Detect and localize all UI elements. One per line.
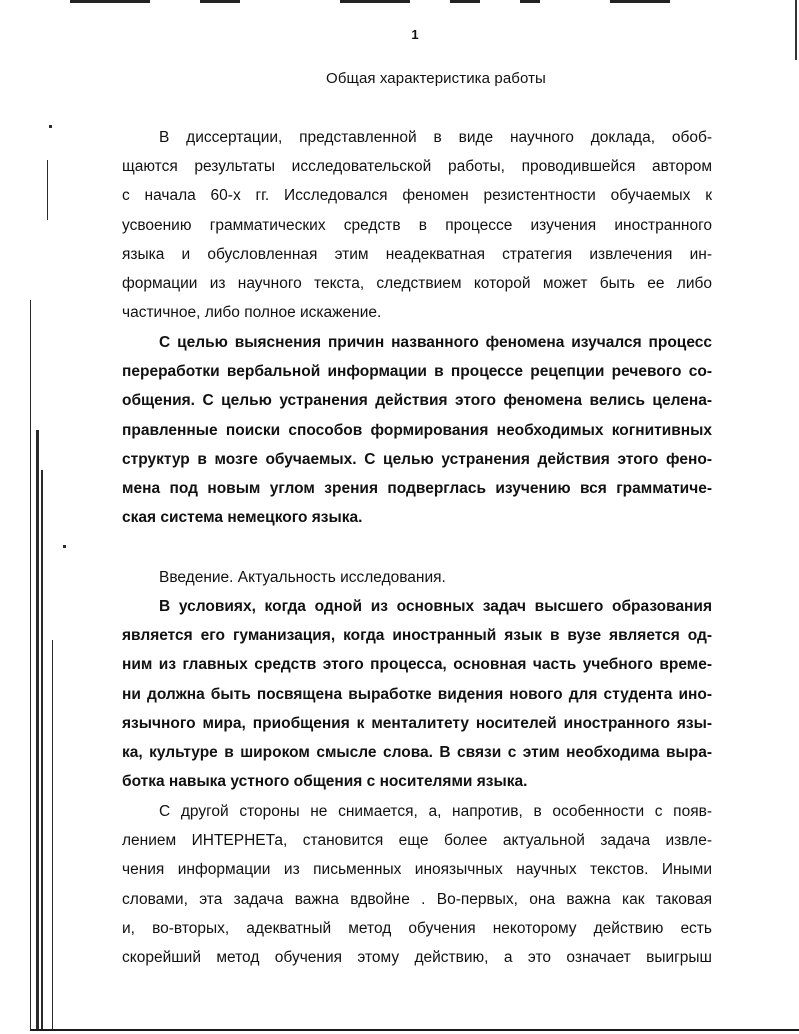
text-line: щаются результаты исследовательской работы, проводившейся автором (122, 158, 712, 176)
paragraph-3 (122, 592, 712, 796)
text-line: является его гуманизация, когда иностранный язык в вузе является од- (122, 627, 712, 645)
text-line: переработки вербальной информации в процессе рецепции речевого со- (122, 363, 712, 381)
text-line: мена под новым углом зрения подверглась изучению вся грамматиче- (122, 479, 712, 497)
text-line: словами, эта задача важна вдвойне . Во-первых, она важна как таковая (122, 890, 712, 908)
scan-edge-top (0, 0, 799, 6)
text-line: ни должна быть посвящена выработке видения нового для студента ино- (122, 685, 712, 703)
text-line: В условиях, когда одной из основных задач высшего образования (159, 598, 712, 615)
page-number: 1 (411, 27, 419, 42)
scan-edge-bottom (30, 1029, 799, 1031)
text-line: ская система немецкого языка. (122, 509, 363, 527)
text-line: ботка навыка устного общения с носителями языка. (122, 773, 528, 791)
paragraph-1 (122, 123, 712, 327)
text-line: формации из научного текста, следствием которой может быть ее либо (122, 274, 712, 292)
text-line: структур в мозге обучаемых. С целью устранения действия этого фено- (122, 450, 712, 468)
scan-edge-left (0, 0, 70, 1034)
text-line: С другой стороны не снимается, а, напротив, в особенности с появ- (159, 803, 712, 820)
text-line: ним из главных средств этого процесса, основная часть учебного време- (122, 656, 712, 674)
text-line: общения. С целью устранения действия этого феномена велись целена- (122, 392, 712, 410)
text-line: лением ИНТЕРНЕТа, становится еще более актуальной задача извле- (122, 832, 712, 850)
scan-edge-right (769, 0, 799, 1034)
text-line: чения информации из письменных иноязычных научных текстов. Иными (122, 861, 712, 879)
text-line: В диссертации, представленной в виде научного доклада, обоб- (159, 129, 712, 146)
section-heading-block (122, 563, 712, 592)
text-line: с начала 60-х гг. Исследовался феномен резистентности обучаемых к (122, 187, 712, 205)
text-line: С целью выяснения причин названного феномена изучался процесс (159, 334, 712, 351)
text-line: язычного мира, приобщения к менталитету носителей иностранного язы- (122, 714, 712, 732)
paragraph-2 (122, 328, 712, 532)
document-title: Общая характеристика работы (326, 70, 546, 87)
text-line: частичное, либо полное искажение. (122, 304, 382, 322)
text-line: скорейший метод обучения этому действию, а это означает выигрыш (122, 948, 712, 966)
paragraph-4 (122, 797, 712, 972)
text-line: языка и обусловленная этим неадекватная стратегия извлечения ин- (122, 245, 712, 263)
text-line: усвоению грамматических средств в процессе изучения иностранного (122, 216, 712, 234)
text-line: ка, культуре в широком смысле слова. В связи с этим необходима выра- (122, 743, 712, 761)
section-heading: Введение. Актуальность исследования. (159, 569, 446, 586)
text-line: правленные поиски способов формирования необходимых когнитивных (122, 421, 712, 439)
text-line: и, во-вторых, адекватный метод обучения некоторому действию есть (122, 919, 712, 937)
